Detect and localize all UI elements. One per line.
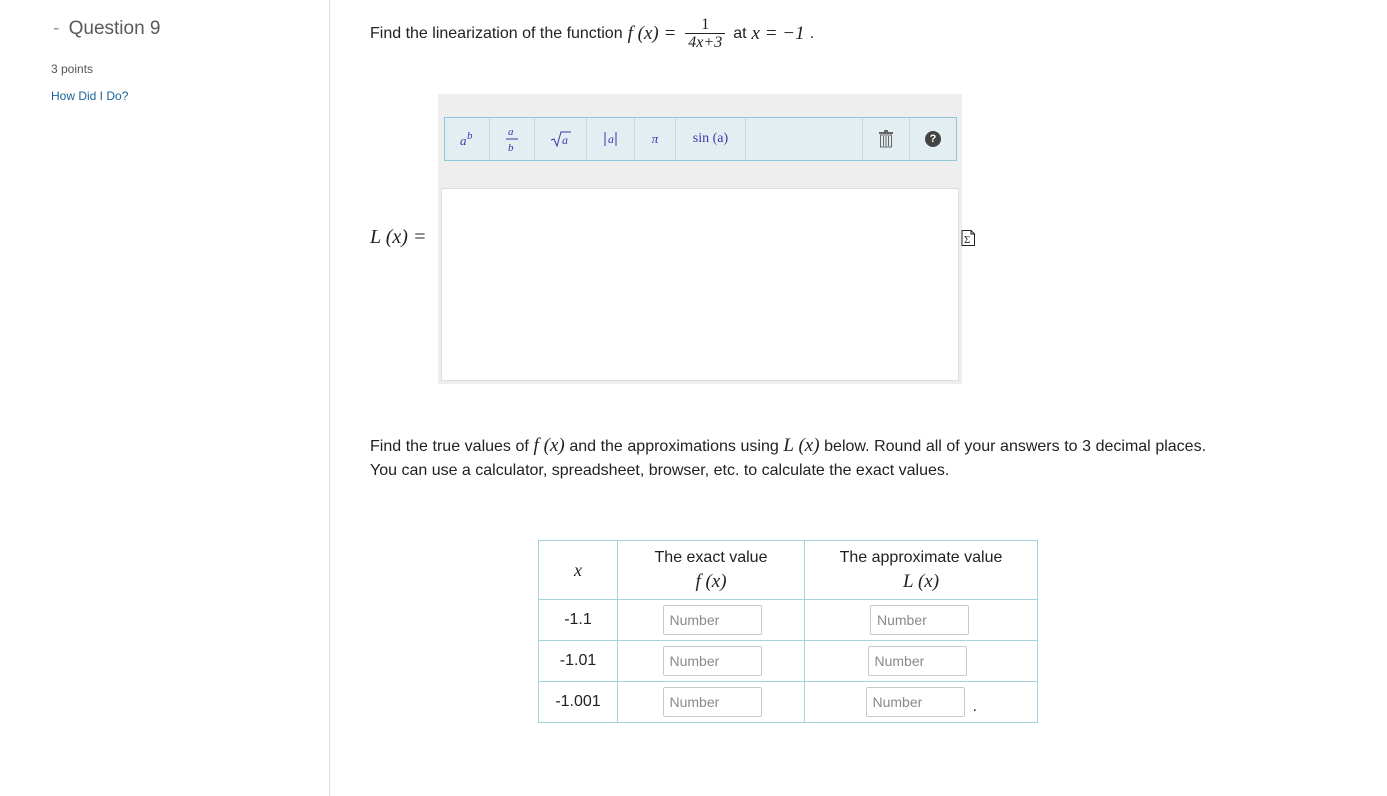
values-table <box>538 540 1038 723</box>
row-x-value: -1.1 <box>539 600 618 641</box>
approx-value-input[interactable] <box>866 687 965 717</box>
answer-input[interactable] <box>441 188 959 381</box>
instructions-part2: and the approximations using <box>569 438 779 455</box>
header-exact <box>618 541 805 600</box>
table-row <box>539 600 1038 641</box>
exact-value-input[interactable] <box>663 605 762 635</box>
prompt-lead: Find the linearization of the function <box>370 25 623 42</box>
math-toolbar <box>444 117 957 161</box>
header-approx-math: L (x) <box>902 570 940 592</box>
superscript-icon <box>456 129 478 149</box>
header-x <box>539 541 618 600</box>
equation-editor-icon[interactable] <box>961 230 975 246</box>
approx-value-input[interactable] <box>870 605 969 635</box>
fraction-button[interactable] <box>490 118 535 160</box>
instructions <box>370 434 1206 483</box>
table-header-row <box>539 541 1038 600</box>
svg-text:Σ: Σ <box>964 234 971 246</box>
exact-cell <box>618 682 805 723</box>
svg-text:a: a <box>561 133 568 147</box>
approx-cell: Number . <box>805 682 1038 723</box>
exact-cell <box>618 641 805 682</box>
exact-value-input[interactable] <box>663 687 762 717</box>
instructions-part3: below. Round all of your answers to 3 decimal places. You can use a calculator, spreadsheet, browser, etc. to calculate the exact values. <box>370 438 1207 479</box>
prompt-point: x = −1 <box>751 23 805 44</box>
header-exact-text: The exact value <box>654 548 768 566</box>
sin-button[interactable]: sin (a) <box>676 118 746 160</box>
help-icon: ? <box>925 131 941 147</box>
row-x-value: -1.01 <box>539 641 618 682</box>
sqrt-icon <box>549 129 573 149</box>
svg-text:b: b <box>467 130 473 142</box>
fraction-numerator: 1 <box>701 16 710 33</box>
function-fraction <box>685 16 725 52</box>
linearization-label: L (x) = <box>370 226 427 248</box>
superscript-button[interactable] <box>445 118 490 160</box>
instructions-part1: Find the true values of <box>370 438 529 455</box>
question-points: 3 points <box>51 62 94 76</box>
abs-button[interactable] <box>587 118 635 160</box>
fraction-denominator: 4x+3 <box>685 33 725 52</box>
svg-text:a: a <box>607 132 614 146</box>
pi-button[interactable]: π <box>635 118 676 160</box>
question-prompt <box>370 14 814 54</box>
question-title-text: Question 9 <box>68 18 161 39</box>
prompt-at: at <box>733 25 747 42</box>
math-editor <box>438 94 962 384</box>
header-x-label: x <box>574 559 582 580</box>
question-sidebar <box>0 0 330 796</box>
exact-value-input[interactable] <box>663 646 762 676</box>
prompt-period: . <box>809 25 815 42</box>
abs-icon <box>601 129 621 149</box>
instructions-f: f (x) <box>533 435 565 456</box>
header-exact-math: f (x) <box>695 570 727 592</box>
table-row <box>539 682 1038 723</box>
header-approx <box>805 541 1038 600</box>
approx-cell <box>805 600 1038 641</box>
svg-text:a: a <box>460 133 467 148</box>
toolbar-spacer <box>746 118 863 160</box>
row-x-value: -1.001 <box>539 682 618 723</box>
function-lhs: f (x) = <box>627 23 677 44</box>
table-row <box>539 641 1038 682</box>
help-button[interactable] <box>910 118 956 160</box>
collapse-dash[interactable]: - <box>53 18 60 39</box>
sqrt-button[interactable] <box>535 118 587 160</box>
svg-text:b: b <box>508 142 514 154</box>
header-approx-text: The approximate value <box>839 548 1003 566</box>
how-did-i-do-link[interactable]: How Did I Do? <box>51 89 129 103</box>
approx-cell <box>805 641 1038 682</box>
approx-value-input[interactable] <box>868 646 967 676</box>
svg-text:a: a <box>508 126 514 138</box>
question-title <box>53 18 161 40</box>
exact-cell <box>618 600 805 641</box>
clear-button[interactable] <box>863 118 910 160</box>
instructions-L: L (x) <box>783 435 820 456</box>
fraction-icon <box>504 124 520 154</box>
trash-icon <box>878 130 894 148</box>
